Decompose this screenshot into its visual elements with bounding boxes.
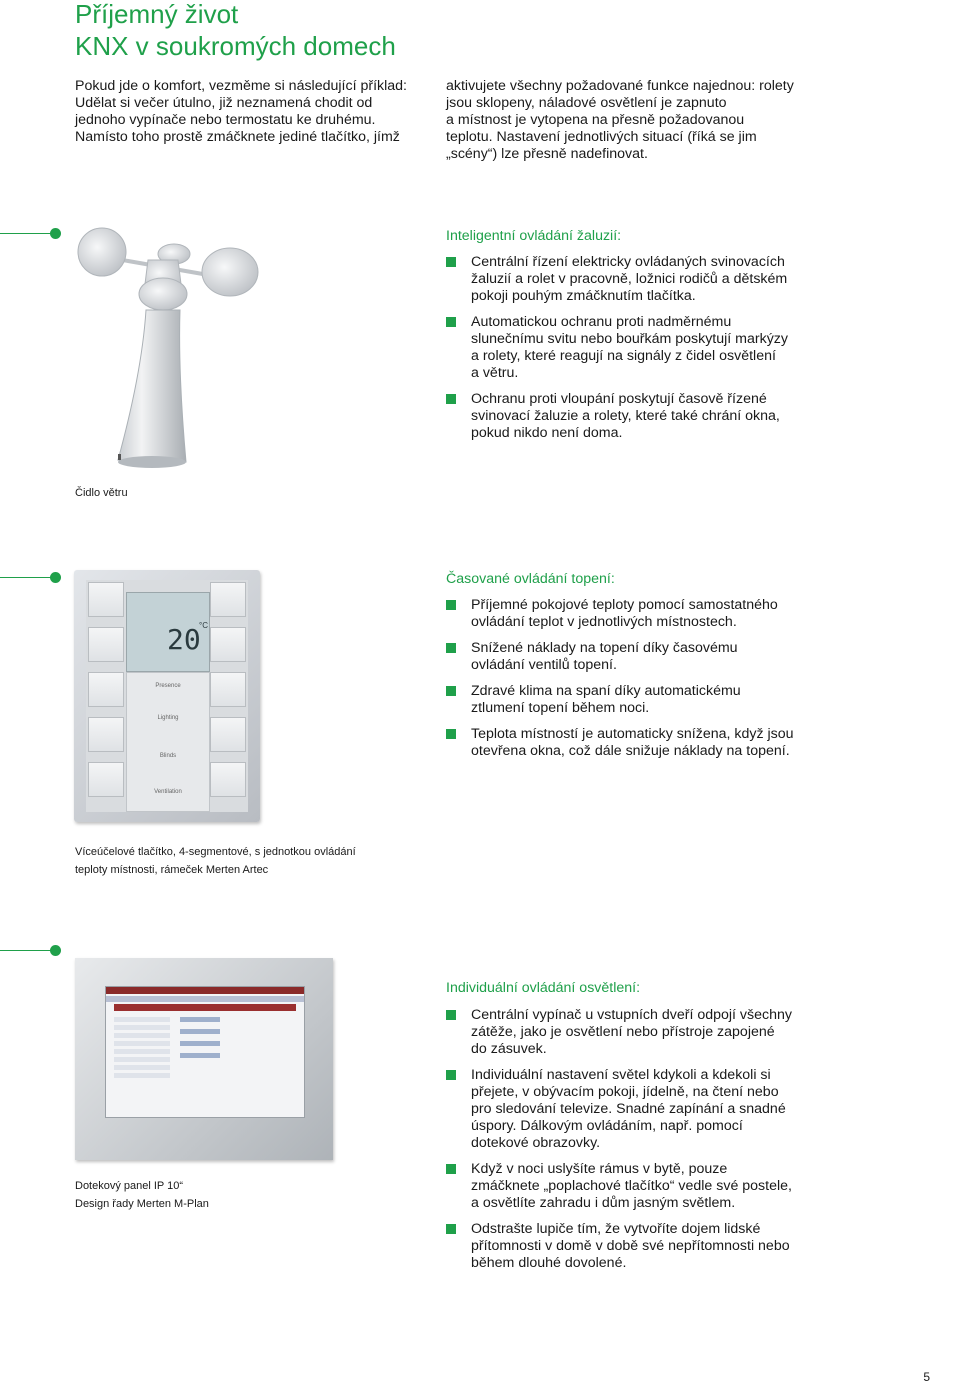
section-dot xyxy=(50,228,61,239)
temperature-readout: 20 xyxy=(167,623,201,656)
temperature-unit: °C xyxy=(199,621,208,630)
panel-button xyxy=(88,672,124,707)
bullet-square-icon xyxy=(446,643,456,653)
bullet-square-icon xyxy=(446,317,456,327)
list-item xyxy=(446,1067,806,1152)
list-item-line: Centrální řízení elektricky ovládaných svinovacích xyxy=(471,254,785,270)
intro-right-line: aktivujete všechny požadované funkce najednou: rolety xyxy=(446,78,794,94)
bullet-square-icon xyxy=(446,729,456,739)
caption-line: Čidlo větru xyxy=(75,487,128,499)
screen-slider xyxy=(180,1029,220,1034)
caption-touch-panel xyxy=(75,1177,209,1213)
intro-right xyxy=(446,78,816,163)
panel-button xyxy=(210,582,246,617)
list-item-line: žaluzií a rolet v pracovně, ložnici rodičů a dětském xyxy=(471,271,788,287)
bullet-square-icon xyxy=(446,394,456,404)
list-lighting xyxy=(446,1007,806,1272)
list-item-line: ovládání ventilů topení. xyxy=(471,657,617,673)
list-item-line: pokoji pouhým zmáčknutím tlačítka. xyxy=(471,288,696,304)
screen-slider xyxy=(180,1041,220,1046)
screen-titlebar xyxy=(106,987,304,994)
list-item-line: Snížené náklady na topení díky časovému xyxy=(471,640,738,656)
panel-button xyxy=(88,762,124,797)
list-item xyxy=(446,1007,806,1058)
panel-button xyxy=(210,672,246,707)
list-item-line: dotekové obrazovky. xyxy=(471,1135,601,1151)
list-item-line: Ochranu proti vloupání poskytují časově řízené xyxy=(471,391,767,407)
list-item xyxy=(446,391,806,442)
thermostat-label: Ventilation xyxy=(154,789,182,795)
thermostat-label: Blinds xyxy=(159,753,177,759)
bullet-square-icon xyxy=(446,600,456,610)
caption-thermostat xyxy=(75,843,356,879)
list-blinds xyxy=(446,254,806,442)
section-title-lighting: Individuální ovládání osvětlení: xyxy=(446,980,641,996)
list-item xyxy=(446,726,806,760)
section-rule xyxy=(0,577,56,578)
screen-row xyxy=(114,1041,170,1046)
bullet-square-icon xyxy=(446,1164,456,1174)
caption-wind-sensor xyxy=(75,484,128,502)
bullet-square-icon xyxy=(446,1010,456,1020)
page-subtitle: KNX v soukromých domech xyxy=(75,31,396,61)
section-dot xyxy=(50,572,61,583)
intro-left-line: Namísto toho prostě zmáčknete jediné tlačítko, jímž xyxy=(75,129,400,145)
intro-left xyxy=(75,78,425,146)
list-item-line: úspory. Dálkovým ovládáním, např. pomocí xyxy=(471,1118,743,1134)
list-item-line: ovládání teplot v jednotlivých místnostech. xyxy=(471,614,737,630)
caption-line: Design řady Merten M-Plan xyxy=(75,1198,209,1210)
thermostat-label: Presence xyxy=(155,683,181,689)
intro-right-line: a místnost je vytopena na přesně požadovanou xyxy=(446,112,745,128)
caption-line: Víceúčelové tlačítko, 4-segmentové, s jednotkou ovládání xyxy=(75,846,356,858)
panel-button xyxy=(88,582,124,617)
wind-sensor-image xyxy=(70,222,260,472)
intro-right-line: teplotu. Nastavení jednotlivých situací (říká se jim xyxy=(446,129,757,145)
list-item xyxy=(446,254,806,305)
section-rule xyxy=(0,233,56,234)
caption-line: Dotekový panel IP 10“ xyxy=(75,1180,184,1192)
list-item-line: Individuální nastavení světel kdykoli a kdekoli si xyxy=(471,1067,771,1083)
list-item-line: přejete, v obývacím pokoji, jídelně, na čtení nebo xyxy=(471,1084,779,1100)
list-item-line: během dlouhé dovolené. xyxy=(471,1255,627,1271)
intro-right-line: jsou sklopeny, náladové osvětlení je zapnuto xyxy=(446,95,727,111)
intro-right-line: „scény“) lze přesně nadefinovat. xyxy=(446,146,648,162)
screen-row xyxy=(114,1017,170,1022)
screen-menubar xyxy=(106,996,304,1002)
list-item-line: Příjemné pokojové teploty pomocí samostatného xyxy=(471,597,778,613)
bullet-square-icon xyxy=(446,1070,456,1080)
list-item-line: ztlumení topení během noci. xyxy=(471,700,650,716)
list-item xyxy=(446,314,806,382)
thermostat-labels xyxy=(126,672,210,812)
list-item-line: a rolety, které reagují na signály z čidel osvětlení xyxy=(471,348,776,364)
bullet-square-icon xyxy=(446,1224,456,1234)
screen-tabs xyxy=(114,1004,296,1011)
page-title: Příjemný život xyxy=(75,0,239,29)
list-item-line: Když v noci uslyšíte rámus v bytě, pouze xyxy=(471,1161,728,1177)
list-item-line: pro sledování televize. Snadné zapínání a snadné xyxy=(471,1101,786,1117)
list-item-line: do zásuvek. xyxy=(471,1041,547,1057)
list-item-line: zmáčknete „poplachové tlačítko“ vedle své postele, xyxy=(471,1178,792,1194)
section-rule xyxy=(0,950,56,951)
touch-panel-screen xyxy=(105,986,305,1118)
touch-panel-image xyxy=(75,958,333,1160)
caption-line: teploty místnosti, rámeček Merten Artec xyxy=(75,864,269,876)
thermostat-label: Lighting xyxy=(157,715,179,721)
intro-left-line: Pokud jde o komfort, vezměme si následující příklad: xyxy=(75,78,407,94)
list-item-line: Automatickou ochranu proti nadměrnému xyxy=(471,314,732,330)
intro-left-line: Udělat si večer útulno, již neznamená chodit od xyxy=(75,95,373,111)
intro-left-line: jednoho vypínače nebo termostatu ke druhému. xyxy=(75,112,376,128)
screen-row xyxy=(114,1073,170,1078)
bullet-square-icon xyxy=(446,257,456,267)
list-item-line: slunečnímu svitu nebo bouřkám poskytují markýzy xyxy=(471,331,788,347)
list-item-line: otevřena okna, což dále snižuje náklady na topení. xyxy=(471,743,790,759)
thermostat-panel-image xyxy=(74,570,260,822)
panel-button xyxy=(88,717,124,752)
thermostat-display xyxy=(126,592,210,672)
screen-row xyxy=(114,1033,170,1038)
list-heating xyxy=(446,597,806,760)
list-item-line: svinovací žaluzie a rolety, které také chrání okna, xyxy=(471,408,780,424)
panel-button xyxy=(210,627,246,662)
screen-row xyxy=(114,1025,170,1030)
list-item xyxy=(446,597,806,631)
panel-button xyxy=(88,627,124,662)
list-item-line: Teplota místností je automaticky snížena, když jsou xyxy=(471,726,794,742)
section-dot xyxy=(50,945,61,956)
list-item-line: Zdravé klima na spaní díky automatickému xyxy=(471,683,741,699)
list-item xyxy=(446,640,806,674)
section-title-heating: Časované ovládání topení: xyxy=(446,571,615,587)
list-item-line: pokud nikdo není doma. xyxy=(471,425,623,441)
section-title-blinds: Inteligentní ovládání žaluzií: xyxy=(446,228,622,244)
list-item-line: zátěže, jako je osvětlení nebo přístroje zapojené xyxy=(471,1024,775,1040)
screen-slider xyxy=(180,1017,220,1022)
bullet-square-icon xyxy=(446,686,456,696)
screen-slider xyxy=(180,1053,220,1058)
list-item xyxy=(446,683,806,717)
screen-row xyxy=(114,1065,170,1070)
list-item-line: přítomnosti v domě v době své nepřítomnosti nebo xyxy=(471,1238,790,1254)
list-item xyxy=(446,1221,806,1272)
screen-row xyxy=(114,1049,170,1054)
list-item-line: a větru. xyxy=(471,365,519,381)
list-item xyxy=(446,1161,806,1212)
page-number: 5 xyxy=(923,1370,930,1384)
panel-button xyxy=(210,717,246,752)
list-item-line: Centrální vypínač u vstupních dveří odpojí všechny xyxy=(471,1007,792,1023)
screen-row xyxy=(114,1057,170,1062)
list-item-line: a osvětlíte zahradu i dům jasným světlem. xyxy=(471,1195,736,1211)
thermostat-inner xyxy=(86,580,248,812)
list-item-line: Odstrašte lupiče tím, že vytvoříte dojem lidské xyxy=(471,1221,761,1237)
panel-button xyxy=(210,762,246,797)
